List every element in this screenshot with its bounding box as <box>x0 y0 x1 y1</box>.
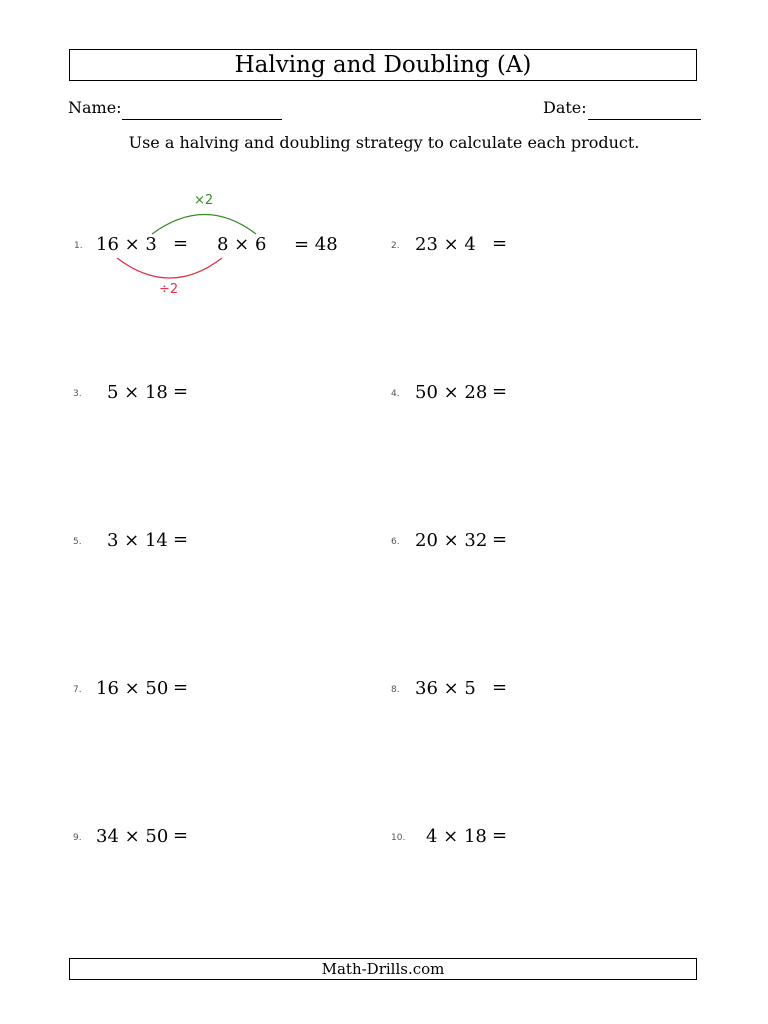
halve-label: ÷2 <box>159 282 179 297</box>
double-arc <box>152 215 256 235</box>
problem-expression: 23 × 4 <box>415 234 476 255</box>
example-equals: = <box>173 233 189 254</box>
instructions: Use a halving and doubling strategy to calculate each product. <box>128 133 640 152</box>
equals-sign: = <box>173 529 189 550</box>
equals-sign: = <box>173 677 189 698</box>
footer: Math-Drills.com <box>69 958 697 980</box>
worksheet-title: Halving and Doubling (A) <box>69 49 697 81</box>
problem-number: 3. <box>73 389 82 399</box>
problem-expression: 16 × 50 <box>96 678 169 699</box>
equals-sign: = <box>173 825 189 846</box>
name-label: Name: <box>68 98 122 117</box>
problem-expression: 20 × 32 <box>415 530 488 551</box>
equals-sign: = <box>492 381 508 402</box>
problem-expression: 5 × 18 <box>107 382 168 403</box>
problem-number: 7. <box>73 685 82 695</box>
date-label: Date: <box>543 98 587 117</box>
double-label: ×2 <box>194 193 214 208</box>
example-arcs <box>0 0 768 320</box>
problem-expression: 36 × 5 <box>415 678 476 699</box>
equals-sign: = <box>173 381 189 402</box>
problem-number: 4. <box>391 389 400 399</box>
equals-sign: = <box>492 825 508 846</box>
example-answer: = 48 <box>294 234 338 255</box>
example-rewritten: 8 × 6 <box>217 234 267 255</box>
problem-number: 6. <box>391 537 400 547</box>
problem-expression: 3 × 14 <box>107 530 168 551</box>
equals-sign: = <box>492 677 508 698</box>
problem-number: 8. <box>391 685 400 695</box>
problem-number: 10. <box>391 833 406 843</box>
halve-arc <box>117 258 222 278</box>
problem-expression: 50 × 28 <box>415 382 488 403</box>
problem-number: 2. <box>391 241 400 251</box>
example-problem: 16 × 3 <box>96 234 157 255</box>
problem-number: 1. <box>74 241 83 251</box>
problem-number: 9. <box>73 833 82 843</box>
problem-number: 5. <box>73 537 82 547</box>
problem-expression: 4 × 18 <box>426 826 487 847</box>
problem-expression: 34 × 50 <box>96 826 169 847</box>
equals-sign: = <box>492 233 508 254</box>
equals-sign: = <box>492 529 508 550</box>
